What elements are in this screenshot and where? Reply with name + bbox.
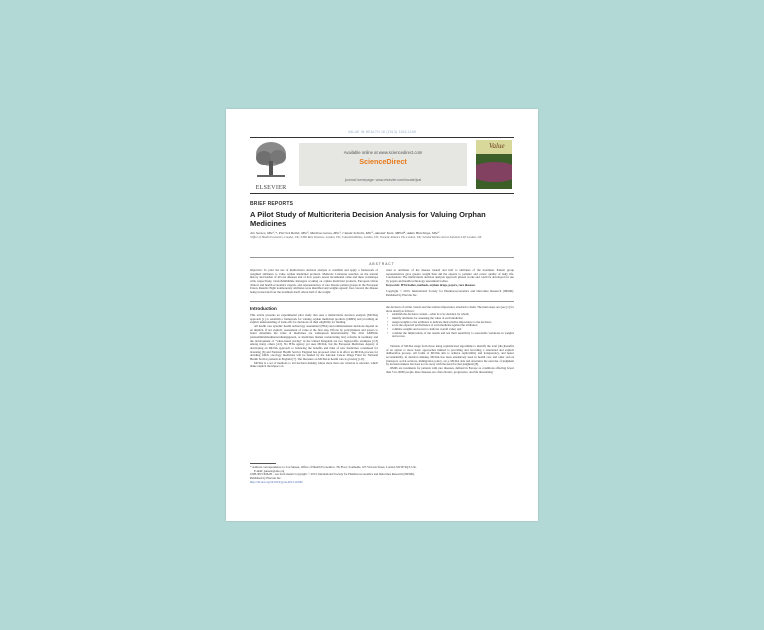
introduction-heading: Introduction — [250, 306, 277, 311]
journal-reference: VALUE IN HEALTH 16 (2013) 1163-1169 — [347, 130, 417, 134]
publisher-name: ELSEVIER — [255, 184, 287, 191]
journal-homepage: journal homepage: www.elsevier.com/locate/jval — [344, 178, 422, 182]
cover-title: Value — [489, 142, 505, 150]
issn-line: 1098-3015/$36.00 – see front matter Copyright © 2013, International Society for Pharmacoeconomics and Outcomes Research (ISPOR). — [250, 472, 415, 477]
header-rule-bottom — [250, 193, 514, 194]
sciencedirect-banner — [299, 143, 467, 186]
abstract-heading: ABSTRACT — [369, 262, 395, 266]
sciencedirect-logo: ScienceDirect — [359, 157, 407, 166]
author-list: Jon Sussex, MSc¹,*, Pierrick Rollet, MSc², Martina Garau, MSc¹, Claude Schmitt, MSc³, Alastair Kent, MPhil⁴, Adam Hutchings, MSc⁵ — [250, 231, 440, 235]
list-item: • consider the implications of the results and test their sensitivity to reasonable variations in weights and scores. — [392, 332, 514, 339]
published-line: Published by Elsevier Inc. — [250, 475, 282, 480]
elsevier-logo — [250, 140, 292, 192]
list-item: • assign weights to the attributes to indicate their relative importance to the decision; — [392, 321, 514, 325]
elsevier-tree-icon — [254, 141, 288, 181]
body-paragraph: OMPs are treatments for patients with rare diseases, defined in Europe as conditions affecting fewer than 5 in 10000 people. Rare diseases are often chronic, progressive, and life threatening; — [386, 365, 514, 374]
paper-page — [226, 109, 538, 521]
body-right-column — [386, 306, 514, 374]
abstract-text-right: went to attributes of the disease treated and half to attributes of the treatment. Patient group representatives gave greater weight than did the experts to patients' and carers' quality of daily life. Conclusions: The multicriteria decision analysis approach piloted works and could be developed for use by payers and health technology assessment bodies. — [386, 268, 514, 283]
section-label: BRIEF REPORTS — [250, 201, 294, 207]
abstract-text-left: Objective: To pilot the use of multicriteria decision analysis to establish and apply a framework of weighted attributes to value orphan medicinal products. Methods: Literature searches on the natural history and burden of 40 rare diseases and of how payers assess incremental value and three workshops with, respectively, GlaxoSmithKline managers working on orphan medicinal products, European Union clinical and health economics experts, and representatives of rare disease patient groups in the European Union. Results: Eight nonmonetary attributes were identified and weights agreed: four concern the disease being treated and four the treatment itself. About half of the weight — [250, 268, 378, 294]
header-rule-top — [250, 137, 514, 138]
list-item: • identify attributes for assessing the value of each medicine; — [392, 317, 514, 321]
doi-link[interactable]: http://dx.doi.org/10.1016/j.jval.2013.10.002 — [250, 479, 303, 484]
list-item: • score the expected performance of each medicine against the attributes; — [392, 324, 514, 328]
sciencedirect-available: Available online at www.sciencedirect.com — [343, 150, 423, 155]
abstract-rule — [250, 257, 514, 258]
journal-cover — [476, 140, 512, 189]
keywords: Keywords: HTA bodies, methods, orphan drugs, payers, rare diseases. — [386, 282, 476, 287]
paper-title: A Pilot Study of Multicriteria Decision Analysis for Valuing Orphan Medicines — [250, 210, 486, 228]
footnote-rule — [250, 463, 276, 464]
correspondence: * Address correspondence to: Jon Sussex, Office of Health Economics, 7th Floor, Southside, 105 Victoria Street, London SW1E 6QT, UK. — [250, 465, 417, 469]
body-paragraph: All health care systems' health technology assessment (HTA) and reimbursement decisions depend on an implicit, if not explicit, assessment of value at the first step. Efforts by policymakers and payers to better determine the value of medicines are widespread internationally. The 2011 AMNOG (Arzneimittelmarktneuordnungsgesetz, or medicines market restructuring law) reforms in Germany and the development of "value-based pricing" in the United Kingdom are two high-profile examples [2,3] among many others [4,5]. No HTA agency yet uses MCDA, but the European Medicines Agency is developing an MCDA approach to balancing the benefits and risks of new medicines considered for licensing [6] and National Health Service England has proposed what is in effect an MCDA process for deciding which oncology medicines will be funded by the national Cancer Drugs Fund for National Health Service patients in England [7]. The literature on MCDA in health care is growing [1,8]. — [250, 323, 378, 361]
abstract-end-rule — [250, 301, 514, 302]
mcda-steps-list — [386, 313, 514, 339]
list-item: • establish the decision context—what is to be decided, by whom; — [392, 313, 514, 317]
body-paragraph: the decision of all the criteria and the relative importance attached to them. The main steps are (see [1] for more detail) as follows: — [386, 305, 514, 313]
body-paragraph: MCDA is a set of methods to aid decision making where more than one criterion is relevant, which make explicit the impact on — [250, 360, 378, 369]
abstract-left-column — [250, 269, 378, 295]
footnote — [250, 466, 514, 484]
affiliations: ¹Office of Health Economics, London, UK; ²CBD Rare Diseases, London, UK; ³GlaxoSmithKline, London, UK; ⁴Genetic Alliance UK, London, UK; ⁵Global Market Access Solutions LLP, London, UK — [250, 235, 482, 239]
list-item: • combine weights and scores to indicate overall value; and — [392, 328, 514, 332]
email: E-mail: jsussex@ohe.org — [254, 468, 285, 473]
body-left-column — [250, 314, 378, 369]
copyright: Copyright © 2013, International Society for Pharmacoeconomics and Outcomes Research (ISPOR). Published by Elsevier Inc. — [386, 289, 514, 297]
body-paragraph: This article presents an experimental pilot study that uses a multicriteria decision analysis (MCDA) approach [1] to establish a framework for valuing orphan medicinal products (OMPs) and providing an explicit understanding of trade-offs for decisions on their eligibility for funding. — [250, 313, 378, 325]
body-paragraph: Variants of MCDA range from those using sophisticated algorithms to identify the total (dis-)benefits of an option to more basic approaches limited to providing and recording a structured and explicit deliberative process. All forms of MCDA aim to achieve replicability and transparency, and hence accountability, in decision making. MCDA has been extensively used in health care and other sectors (transport, social services, immigration policy, etc.). MCDA aids and structures the exercise of judgment by decision makers but does not do away with the need for that judgment [8]. — [386, 343, 514, 367]
abstract-right-column — [386, 269, 514, 298]
